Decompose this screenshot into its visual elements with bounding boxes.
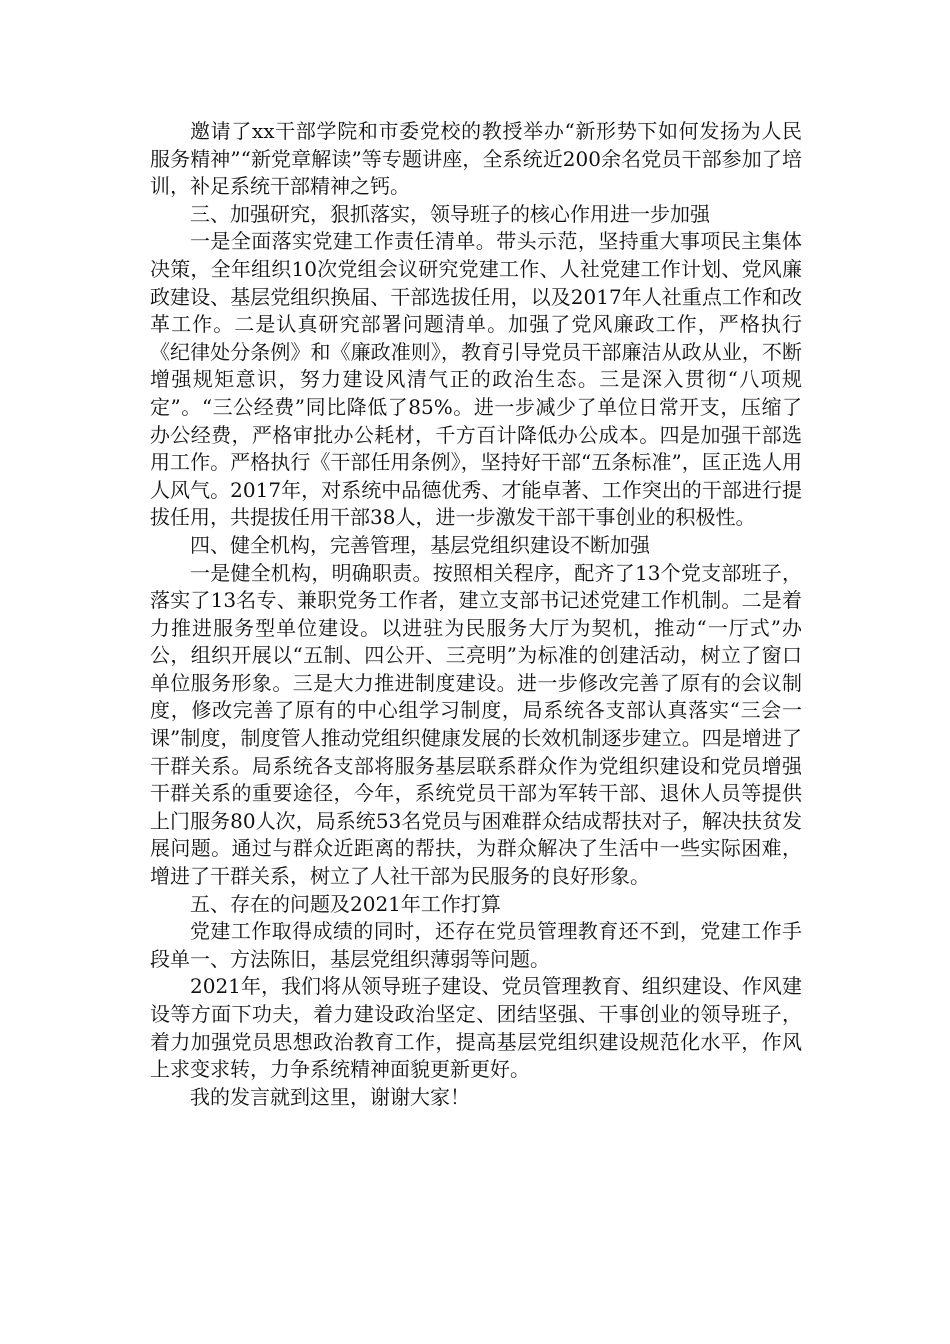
section-heading-4: 四、健全机构，完善管理，基层党组织建设不断加强 <box>190 532 650 557</box>
document-body <box>150 118 802 1111</box>
paragraph-closing-remark: 我的发言就到这里，谢谢大家！ <box>190 1084 470 1109</box>
paragraph-existing-problems: 党建工作取得成绩的同时，还存在党员管理教育还不到，党建工作手段单一、方法陈旧，基层党组织薄弱等问题。 <box>150 919 802 971</box>
section-heading-3: 三、加强研究，狠抓落实，领导班子的核心作用进一步加强 <box>190 201 710 226</box>
paragraph-leadership-core: 一是全面落实党建工作责任清单。带头示范，坚持重大事项民主集体决策，全年组织10次党组会议研究党建工作、人社党建工作计划、党风廉政建设、基层党组织换届、干部选拔任用，以及2017年人社重点工作和改革工作。二是认真研究部署问题清单。加强了党风廉政工作，严格执行《纪律处分条例》和《廉政准则》，教育引导党员干部廉洁从政从业，不断增强规矩意识，努力建设风清气正的政治生态。三是深入贯彻“八项规定”。“三公经费”同比降低了85%。进一步减少了单位日常开支，压缩了办公经费，严格审批办公耗材，千方百计降低办公成本。四是加强干部选用工作。严格执行《干部任用条例》，坚持好干部“五条标准”，匡正选人用人风气。2017年，对系统中品德优秀、才能卓著、工作突出的干部进行提拔任用，共提拔任用干部38人，进一步激发干部干事创业的积极性。 <box>150 229 802 530</box>
section-heading-5: 五、存在的问题及2021年工作打算 <box>190 891 501 916</box>
paragraph-training-lectures: 邀请了xx干部学院和市委党校的教授举办“新形势下如何发扬为人民服务精神”“新党章解读”等专题讲座，全系统近200余名党员干部参加了培训，补足系统干部精神之钙。 <box>150 119 802 199</box>
paragraph-2021-plan: 2021年，我们将从领导班子建设、党员管理教育、组织建设、作风建设等方面下功夫，着力建设政治坚定、团结坚强、干事创业的领导班子，着力加强党员思想政治教育工作，提高基层党组织建设规范化水平，作风上求变求转，力争系统精神面貌更新更好。 <box>150 974 802 1082</box>
paragraph-grassroots-organization: 一是健全机构，明确职责。按照相关程序，配齐了13个党支部班子，落实了13名专、兼职党务工作者，建立支部书记述党建工作机制。二是着力推进服务型单位建设。以进驻为民服务大厅为契机，推动“一厅式”办公，组织开展以“五制、四公开、三亮明”为标准的创建活动，树立了窗口单位服务形象。三是大力推进制度建设。进一步修改完善了原有的会议制度，修改完善了原有的中心组学习制度，局系统各支部认真落实“三会一课”制度，制度管人推动党组织健康发展的长效机制逐步建立。四是增进了干群关系。局系统各支部将服务基层联系群众作为党组织建设和党员增强干群关系的重要途径，今年，系统党员干部为军转干部、退休人员等提供上门服务80人次，局系统53名党员与困难群众结成帮扶对子，解决扶贫发展问题。通过与群众近距离的帮扶，为群众解决了生活中一些实际困难，增进了干群关系，树立了人社干部为民服务的良好形象。 <box>150 560 802 889</box>
